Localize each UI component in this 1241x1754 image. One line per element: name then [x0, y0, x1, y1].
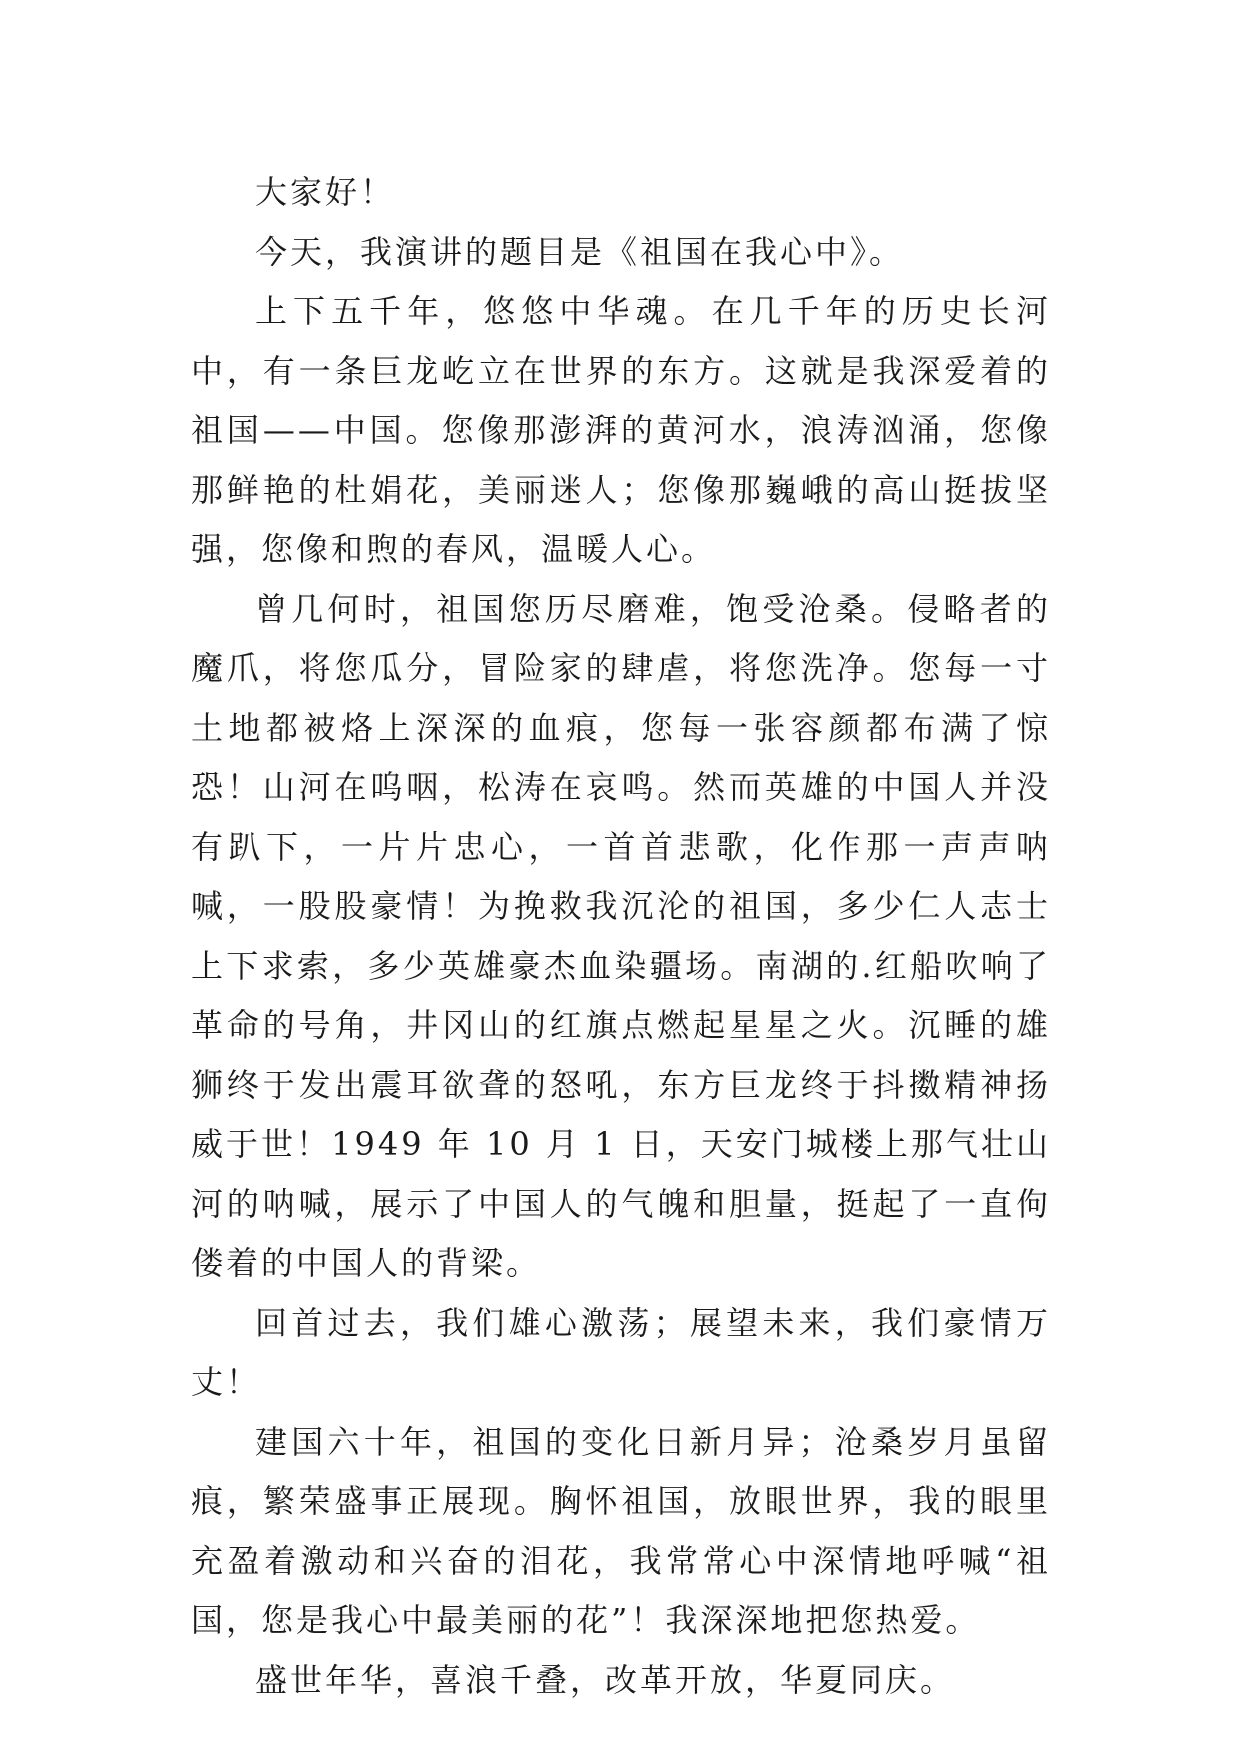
- paragraph-topic: 今天，我演讲的题目是《祖国在我心中》。: [255, 232, 905, 271]
- speech-text: [191, 163, 1051, 1710]
- paragraph-greeting: 大家好！: [255, 173, 396, 211]
- paragraph-history: 上下五千年，悠悠中华魂。在几千年的历史长河中，有一条巨龙屹立在世界的东方。这就是我深爱着的祖国——中国。您像那澎湃的黄河水，浪涛汹涌，您像那鲜艳的杜娟花，美丽迷人；您像那巍峨的高山挺拔坚强，您像和煦的春风，温暖人心。: [191, 292, 1051, 568]
- paragraph-hardship: 曾几何时，祖国您历尽磨难，饱受沧桑。侵略者的魔爪，将您瓜分，冒险家的肆虐，将您洗净。您每一寸土地都被烙上深深的血痕，您每一张容颜都布满了惊恐！山河在呜咽，松涛在哀鸣。然而英雄的中国人并没有趴下，一片片忠心，一首首悲歌，化作那一声声呐喊，一股股豪情！为挽救我沉沦的祖国，多少仁人志士上下求索，多少英雄豪杰血染疆场。南湖的.红船吹响了革命的号角，井冈山的红旗点燃起星星之火。沉睡的雄狮终于发出震耳欲聋的怒吼，东方巨龙终于抖擞精神扬威于世！1949 年 10 月 1 日，天安门城楼上那气壮山河的呐喊，展示了中国人的气魄和胆量，挺起了一直佝偻着的中国人的背梁。: [191, 589, 1051, 1282]
- paragraph-sixty-years: 建国六十年，祖国的变化日新月异；沧桑岁月虽留痕，繁荣盛事正展现。胸怀祖国，放眼世界，我的眼里充盈着激动和兴奋的泪花，我常常心中深情地呼喊“祖国，您是我心中最美丽的花”！我深深地把您热爱。: [191, 1422, 1051, 1639]
- paragraph-prosperity: 盛世年华，喜浪千叠，改革开放，华夏同庆。: [255, 1660, 956, 1699]
- paragraph-past-future: 回首过去，我们雄心激荡；展望未来，我们豪情万丈！: [191, 1303, 1051, 1401]
